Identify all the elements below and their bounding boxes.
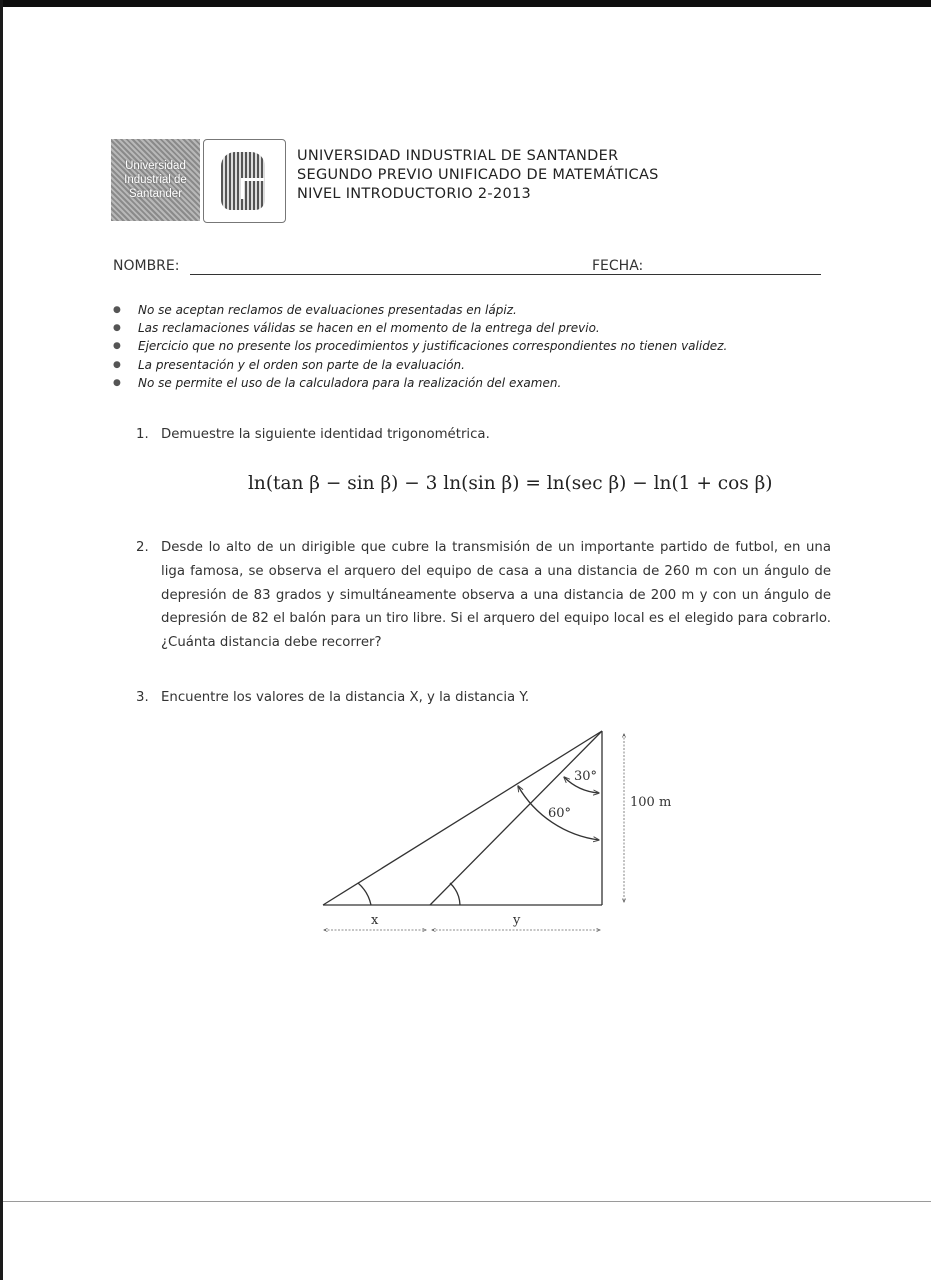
name-field[interactable] bbox=[190, 274, 697, 275]
rule-item: ● Las reclamaciones válidas se hacen en el momento de la entrega del previo. bbox=[113, 319, 727, 337]
x-label: x bbox=[371, 913, 379, 928]
rule-item: ● No se aceptan reclamos de evaluaciones presentadas en lápiz. bbox=[113, 301, 727, 319]
y-label: y bbox=[513, 913, 521, 928]
scan-artifact-line bbox=[3, 1201, 931, 1202]
date-field[interactable] bbox=[652, 274, 821, 275]
question-number: 3. bbox=[136, 690, 149, 705]
scan-border-top bbox=[0, 0, 931, 7]
rule-item: ● Ejercicio que no presente los procedimientos y justificaciones correspondientes no tienen validez. bbox=[113, 337, 727, 355]
rule-item: ● No se permite el uso de la calculadora para la realización del examen. bbox=[113, 374, 727, 392]
question-text: Encuentre los valores de la distancia X, y la distancia Y. bbox=[161, 690, 530, 705]
question-number: 2. bbox=[136, 540, 149, 555]
question-2 bbox=[136, 536, 836, 655]
bullet-icon: ● bbox=[113, 377, 121, 388]
question-number: 1. bbox=[136, 427, 149, 442]
exam-title: SEGUNDO PREVIO UNIFICADO DE MATEMÁTICAS bbox=[297, 167, 659, 183]
question-3 bbox=[136, 686, 836, 710]
exam-header bbox=[297, 147, 659, 204]
angle-30-label: 30° bbox=[574, 769, 598, 784]
rule-item: ● La presentación y el orden son parte de la evaluación. bbox=[113, 356, 727, 374]
scan-border-left bbox=[0, 0, 3, 1280]
trig-identity-formula: ln(tan β − sin β) − 3 ln(sin β) = ln(sec β) − ln(1 + cos β) bbox=[248, 473, 773, 494]
bullet-icon: ● bbox=[113, 341, 121, 352]
question-text: Desde lo alto de un dirigible que cubre la transmisión de un importante partido de futbol, en una liga famosa, se observa el arquero del equipo de casa a una distancia de 260 m con un ángulo de depresión de 83 grados y simultáneamente observa a una distancia de 200 m y con un ángulo de depresión de 82 el balón para un tiro libre. Si el arquero del equipo local es el elegido para cobrarlo. ¿Cuánta distancia debe recorrer? bbox=[161, 540, 831, 651]
name-label: NOMBRE: bbox=[113, 258, 180, 274]
university-name: UNIVERSIDAD INDUSTRIAL DE SANTANDER bbox=[297, 148, 619, 164]
bullet-icon: ● bbox=[113, 359, 121, 370]
bullet-icon: ● bbox=[113, 305, 121, 315]
question-text: Demuestre la siguiente identidad trigonométrica. bbox=[161, 427, 490, 442]
logo-line: Universidad bbox=[125, 160, 186, 172]
university-logo-mark bbox=[203, 139, 286, 223]
exam-level: NIVEL INTRODUCTORIO 2-2013 bbox=[297, 186, 532, 202]
bullet-icon: ● bbox=[113, 323, 121, 334]
university-logo-text bbox=[111, 139, 200, 221]
uis-emblem-icon bbox=[221, 152, 265, 210]
question-1 bbox=[136, 423, 836, 447]
logo-line: Industrial de bbox=[124, 174, 187, 186]
exam-rules-list bbox=[113, 301, 727, 392]
height-label: 100 m bbox=[630, 795, 672, 810]
triangle-diagram bbox=[310, 720, 690, 950]
date-label: FECHA: bbox=[592, 258, 644, 274]
angle-60-label: 60° bbox=[548, 806, 572, 821]
logo-line: Santander bbox=[128, 188, 183, 200]
